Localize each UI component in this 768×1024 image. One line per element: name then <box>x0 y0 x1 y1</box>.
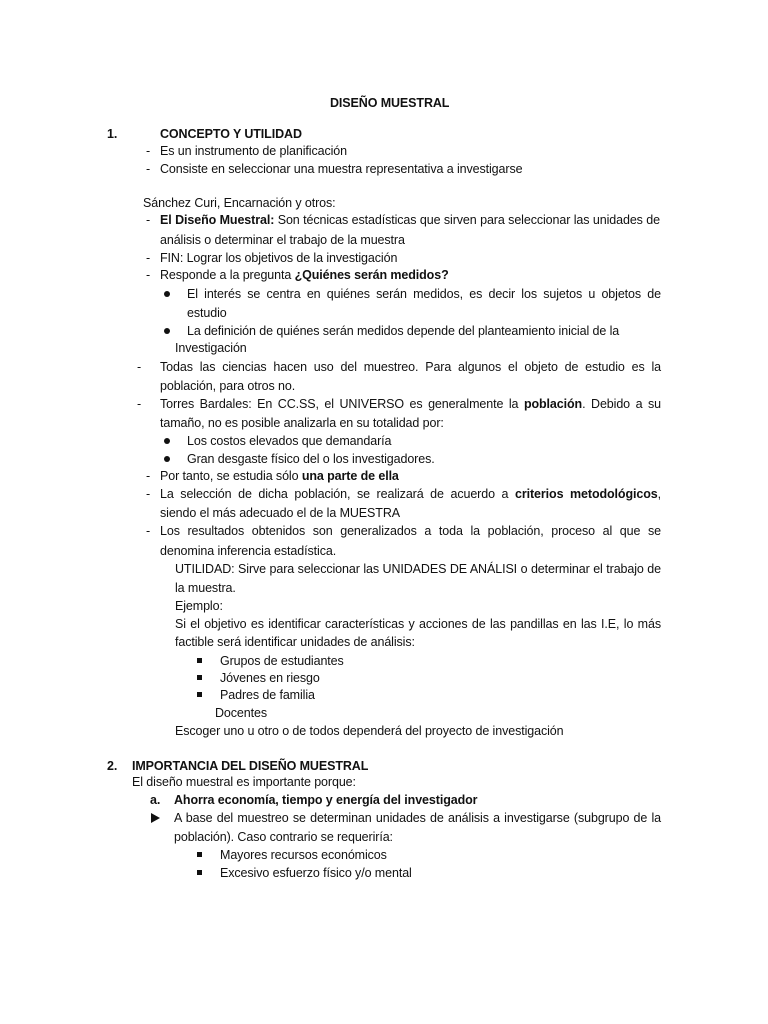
definition-line-2: análisis o determinar el trabajo de la muestra <box>160 233 405 247</box>
list-item: Es un instrumento de planificación <box>160 144 347 158</box>
dash-marker: - <box>146 251 151 265</box>
portanto-bold: una parte de ella <box>301 469 399 483</box>
item-a-text: Ahorra economía, tiempo y energía del investigador <box>174 793 478 807</box>
square-bullet-icon <box>197 658 202 663</box>
utility-line: UTILIDAD: Sirve para seleccionar las UNIDADES DE ANÁLISI o determinar el trabajo de <box>175 562 661 576</box>
dash-marker: - <box>137 360 142 374</box>
bullet-icon <box>164 438 170 444</box>
section-2-number: 2. <box>107 759 118 773</box>
torres-bold: población <box>523 397 583 411</box>
torres-text: Torres Bardales: En CC.SS, el UNIVERSO es generalmente la <box>160 397 524 411</box>
unit-item: Grupos de estudiantes <box>220 654 344 668</box>
bullet-item: Los costos elevados que demandaría <box>187 434 392 448</box>
square-bullet-icon <box>197 692 202 697</box>
paragraph-line: denomina inferencia estadística. <box>160 544 337 558</box>
paragraph-line: Todas las ciencias hacen uso del muestreo. Para algunos el objeto de estudio es la <box>160 360 661 374</box>
item-a-label: a. <box>150 793 161 807</box>
arrow-bullet-icon <box>151 813 160 823</box>
arrow-item-line: población). Caso contrario se requeriría: <box>174 830 393 844</box>
dash-marker: - <box>146 144 151 158</box>
dash-marker: - <box>146 213 151 227</box>
source-citation: Sánchez Curi, Encarnación y otros: <box>143 196 336 210</box>
paragraph-line: siendo el más adecuado el de la MUESTRA <box>160 506 400 520</box>
page-title: DISEÑO MUESTRAL <box>330 96 450 110</box>
paragraph-line: población, para otros no. <box>160 379 296 393</box>
dash-marker: - <box>146 487 151 501</box>
bullet-icon <box>164 291 170 297</box>
utility-line: la muestra. <box>175 581 236 595</box>
list-item <box>160 468 399 484</box>
dash-marker: - <box>146 469 151 483</box>
bullet-item: Gran desgaste físico del o los investigadores. <box>187 452 435 466</box>
square-bullet-icon <box>197 870 202 875</box>
list-item: FIN: Lograr los objetivos de la investigación <box>160 251 398 265</box>
unit-item: Docentes <box>215 706 268 720</box>
dash-marker: - <box>146 268 151 282</box>
resource-item: Mayores recursos económicos <box>220 848 387 862</box>
closing-line: Escoger uno u otro o de todos dependerá del proyecto de investigación <box>175 724 564 738</box>
question-intro: Responde a la pregunta <box>160 268 295 282</box>
dash-marker: - <box>137 397 142 411</box>
dash-marker: - <box>146 524 151 538</box>
bullet-icon <box>164 456 170 462</box>
dash-marker: - <box>146 162 151 176</box>
portanto-text: Por tanto, se estudia sólo <box>160 469 302 483</box>
list-item <box>160 267 449 283</box>
paragraph-line: Los resultados obtenidos son generalizados a toda la población, proceso al que se <box>160 524 661 538</box>
example-line: factible será identificar unidades de análisis: <box>175 635 415 649</box>
paragraph-line <box>160 486 661 502</box>
resource-item: Excesivo esfuerzo físico y/o mental <box>220 866 412 880</box>
bullet-icon <box>164 328 170 334</box>
bullet-item-cont: estudio <box>187 306 227 320</box>
bullet-item: La definición de quiénes serán medidos depende del planteamiento inicial de la <box>187 324 620 338</box>
selection-post: , <box>657 487 661 501</box>
bullet-item-cont: Investigación <box>175 341 247 355</box>
selection-bold: criterios metodológicos <box>515 487 658 501</box>
definition-term: El Diseño Muestral: <box>160 213 275 227</box>
torres-post: . Debido a su <box>582 397 661 411</box>
bullet-item: El interés se centra en quiénes serán medidos, es decir los sujetos u objetos de <box>187 287 661 301</box>
paragraph-line: tamaño, no es posible analizarla en su totalidad por: <box>160 416 444 430</box>
section-1-heading: CONCEPTO Y UTILIDAD <box>160 127 302 141</box>
paragraph-line <box>160 396 661 412</box>
definition-text: Son técnicas estadísticas que sirven para seleccionar las unidades de <box>274 213 660 227</box>
section-2-heading: IMPORTANCIA DEL DISEÑO MUESTRAL <box>132 759 369 773</box>
unit-item: Padres de familia <box>220 688 315 702</box>
section-2-intro: El diseño muestral es importante porque: <box>132 775 356 789</box>
section-1-number: 1. <box>107 127 118 141</box>
list-item: Consiste en seleccionar una muestra representativa a investigarse <box>160 162 523 176</box>
square-bullet-icon <box>197 675 202 680</box>
arrow-item-line: A base del muestreo se determinan unidades de análisis a investigarse (subgrupo de la <box>174 811 661 825</box>
square-bullet-icon <box>197 852 202 857</box>
example-line: Si el objetivo es identificar características y acciones de las pandillas en las I.E, lo más <box>175 617 661 631</box>
question-text: ¿Quiénes serán medidos? <box>294 268 449 282</box>
unit-item: Jóvenes en riesgo <box>220 671 320 685</box>
example-label: Ejemplo: <box>175 599 223 613</box>
selection-text: La selección de dicha población, se realizará de acuerdo a <box>160 487 515 501</box>
definition-line <box>160 212 660 228</box>
